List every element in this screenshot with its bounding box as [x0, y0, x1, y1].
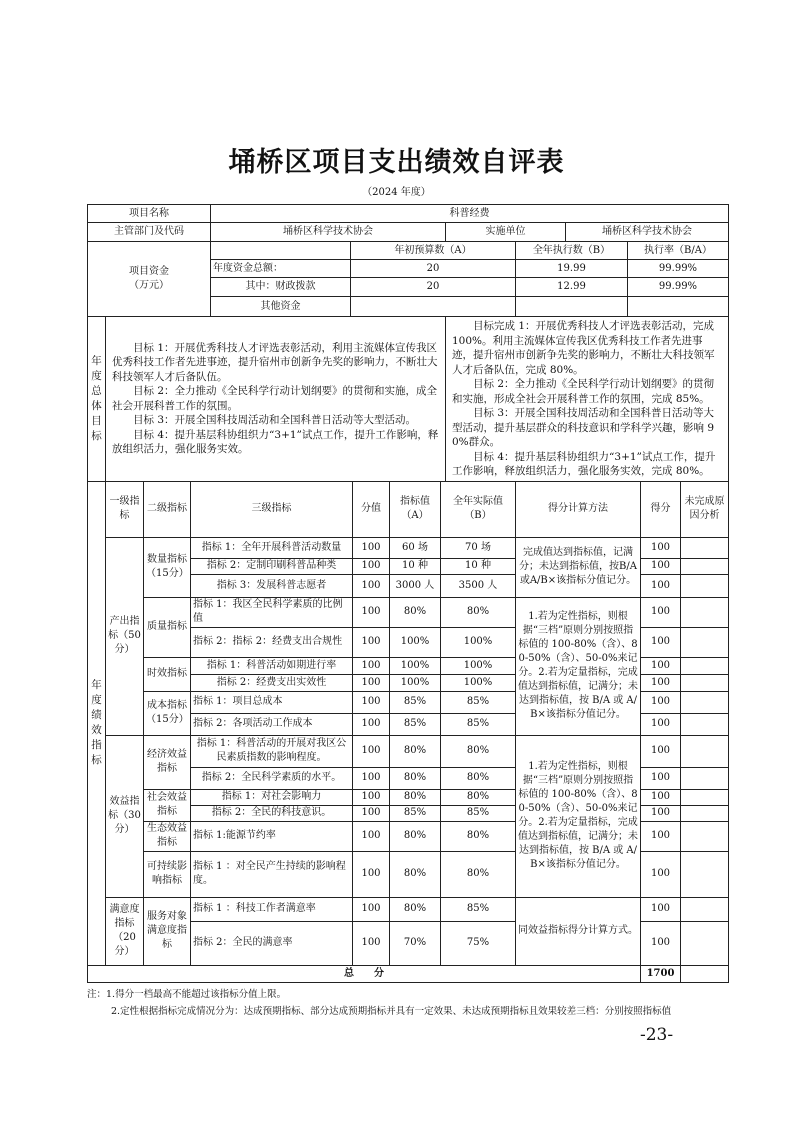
level2-cell: 社会效益指标 — [144, 789, 191, 821]
total-row — [88, 965, 729, 982]
goal-completion: 目标完成 1：开展优秀科技人才评选表彰活动，完成 100%。利用主流媒体宣传我区优秀科技工作者先进事迹，提升宿州市创新争先奖的影响力，不断壮大科技领军人才后备队伍，完成 80%。 — [452, 320, 715, 376]
level2-cell: 质量指标 — [144, 597, 191, 657]
goals-completions — [446, 317, 729, 482]
reason-cell — [681, 851, 729, 897]
col-b-header: 全年执行数（B） — [516, 242, 628, 260]
indicator-got: 100 — [641, 558, 681, 574]
reason-cell — [681, 691, 729, 713]
indicator-name: 指标 2：全民科学素质的水平。 — [191, 767, 353, 789]
impl-value: 埇桥区科学技术协会 — [566, 223, 729, 242]
level2-cell: 时效指标 — [144, 657, 191, 691]
project-name-label: 项目名称 — [88, 205, 211, 223]
indicator-a: 80% — [390, 851, 441, 897]
indicator-name: 指标 1：科普活动的开展对我区公民素质指数的影响程度。 — [191, 735, 353, 767]
indicator-got: 100 — [641, 537, 681, 558]
performance-table — [87, 481, 729, 983]
indicator-score: 100 — [353, 713, 390, 735]
level2-cell: 可持续影响指标 — [144, 851, 191, 897]
indicator-got: 100 — [641, 597, 681, 627]
indicator-got: 100 — [641, 713, 681, 735]
indicator-got: 100 — [641, 851, 681, 897]
header-cell: 得分计算方法 — [516, 481, 641, 537]
level2-cell: 成本指标（15分） — [144, 691, 191, 735]
indicator-b: 80% — [441, 789, 516, 805]
goal-target: 目标 3：开展全国科技周活动和全国科普日活动等大型活动。 — [133, 414, 417, 427]
reason-cell — [681, 897, 729, 921]
total-score: 1700 — [641, 965, 681, 982]
reason-cell — [681, 674, 729, 691]
header-cell: 一级指标 — [106, 481, 144, 537]
funds-row-label: 其他资金 — [211, 297, 351, 317]
indicator-got: 100 — [641, 735, 681, 767]
funds-row-a: 20 — [351, 260, 516, 278]
reason-cell — [681, 805, 729, 821]
total-label: 总 分 — [88, 965, 641, 982]
indicator-got: 100 — [641, 574, 681, 597]
indicator-b: 85% — [441, 713, 516, 735]
dept-label: 主管部门及代码 — [88, 223, 211, 242]
indicator-b: 100% — [441, 674, 516, 691]
reason-cell — [681, 735, 729, 767]
indicator-score: 100 — [353, 691, 390, 713]
indicator-b: 80% — [441, 767, 516, 789]
indicator-a: 70% — [390, 921, 441, 965]
indicator-score: 100 — [353, 821, 390, 851]
funds-row-a — [351, 297, 516, 317]
method-cell: 1.若为定性指标，则根据“三档”原则分别按照指标值的 100-80%（含）、80-50%（含）、50-0%来记分。2.若为定量指标，完成值达到指标值，记满分；未达到指标值，按 B/A 或 A/B×该指标分值记分。 — [516, 597, 641, 735]
indicator-score: 100 — [353, 558, 390, 574]
level2-cell: 生态效益指标 — [144, 821, 191, 851]
reason-cell — [681, 558, 729, 574]
funds-unit: （万元） — [129, 280, 169, 291]
funds-header-blank — [211, 242, 351, 260]
indicator-got: 100 — [641, 789, 681, 805]
funds-row-rate: 99.99% — [628, 260, 729, 278]
indicator-name: 指标 2：指标 2：经费支出合规性 — [191, 627, 353, 657]
goal-completion: 目标 4：提升基层科协组织力“3+1”试点工作，提升工作影响，释放组织活力，强化服务实效，完成 80%。 — [452, 450, 716, 477]
indicator-b: 85% — [441, 805, 516, 821]
indicator-b: 85% — [441, 691, 516, 713]
indicator-score: 100 — [353, 851, 390, 897]
indicator-name: 指标 1：项目总成本 — [191, 691, 353, 713]
indicator-score: 100 — [353, 597, 390, 627]
indicator-a: 85% — [390, 713, 441, 735]
indicator-got: 100 — [641, 921, 681, 965]
header-cell: 全年实际值（B） — [441, 481, 516, 537]
indicator-score: 100 — [353, 627, 390, 657]
goal-completion: 目标 3：开展全国科技周活动和全国科普日活动等大型活动，提升基层群众的科技意识和学科学兴趣，影响 90%群众。 — [452, 407, 715, 448]
indicator-score: 100 — [353, 921, 390, 965]
indicator-b: 85% — [441, 897, 516, 921]
indicator-b: 80% — [441, 851, 516, 897]
indicator-score: 100 — [353, 789, 390, 805]
page-subtitle: （2024 年度） — [362, 187, 431, 198]
header-cell: 指标值（A） — [390, 481, 441, 537]
indicator-name: 指标 2：定制印刷科普品种类 — [191, 558, 353, 574]
header-cell: 二级指标 — [144, 481, 191, 537]
indicator-got: 100 — [641, 821, 681, 851]
indicator-a: 10 种 — [390, 558, 441, 574]
indicator-a: 85% — [390, 805, 441, 821]
indicator-name: 指标 1：我区全民科学素质的比例值 — [191, 597, 353, 627]
indicator-name: 指标 1：全年开展科普活动数量 — [191, 537, 353, 558]
funds-row-a: 20 — [351, 278, 516, 297]
indicator-a: 3000 人 — [390, 574, 441, 597]
table-row — [88, 537, 729, 558]
page-title: 埇桥区项目支出绩效自评表 — [228, 147, 565, 178]
indicator-score: 100 — [353, 537, 390, 558]
indicator-b: 80% — [441, 735, 516, 767]
reason-cell — [681, 713, 729, 735]
reason-cell — [681, 789, 729, 805]
note-2: 2.定性根据指标完成情况分为：达成预期指标、部分达成预期指标并具有一定效果、未达成预期指标且效果较差三档：分别按照指标值 — [111, 1005, 672, 1017]
total-reason — [681, 965, 729, 982]
method-cell: 完成值达到指标值，记满分；未达到指标值，按B/A或A/B×该指标分值记分。 — [516, 537, 641, 597]
indicator-score: 100 — [353, 767, 390, 789]
indicator-a: 80% — [390, 735, 441, 767]
reason-cell — [681, 574, 729, 597]
indicator-got: 100 — [641, 767, 681, 789]
indicator-b: 100% — [441, 627, 516, 657]
level2-cell: 服务对象满意度指标 — [144, 897, 191, 965]
indicator-name: 指标 2：经费支出实效性 — [191, 674, 353, 691]
indicator-a: 80% — [390, 767, 441, 789]
funds-row-rate — [628, 297, 729, 317]
indicator-name: 指标 2：全民的科技意识。 — [191, 805, 353, 821]
header-cell: 未完成原因分析 — [681, 481, 729, 537]
dept-value: 埇桥区科学技术协会 — [211, 223, 446, 242]
indicator-name: 指标 1 ：对全民产生持续的影响程度。 — [191, 851, 353, 897]
goal-target: 目标 4：提升基层科协组织力“3+1”试点工作，提升工作影响，释放组织活力，强化服务实效。 — [112, 428, 439, 456]
indicator-got: 100 — [641, 691, 681, 713]
indicator-a: 80% — [390, 821, 441, 851]
funds-label — [88, 242, 211, 317]
document-body — [87, 204, 728, 1046]
reason-cell — [681, 627, 729, 657]
level1-cell: 满意度指标（20分） — [106, 897, 144, 965]
indicator-a: 100% — [390, 657, 441, 674]
col-a-header: 年初预算数（A） — [351, 242, 516, 260]
funds-row-rate: 99.99% — [628, 278, 729, 297]
indicator-b: 10 种 — [441, 558, 516, 574]
level2-cell: 经济效益指标 — [144, 735, 191, 789]
indicator-name: 指标 2：全民的满意率 — [191, 921, 353, 965]
indicator-score: 100 — [353, 897, 390, 921]
indicator-got: 100 — [641, 805, 681, 821]
page-number: -23- — [640, 1024, 674, 1045]
col-rate-header: 执行率（B/A） — [628, 242, 729, 260]
goal-target: 目标 2：全力推动《全民科学行动计划纲要》的贯彻和实施，成全社会开展科普工作的氛围。 — [112, 385, 438, 412]
indicator-a: 100% — [390, 674, 441, 691]
goal-target: 目标 1：开展优秀科技人才评选表彰活动，利用主流媒体宣传我区优秀科技工作者先进事迹，提升宿州市创新争先奖的影响力，不断壮大科技领军人才后备队伍。 — [112, 341, 438, 383]
indicator-name: 指标 1：科普活动如期进行率 — [191, 657, 353, 674]
indicator-got: 100 — [641, 657, 681, 674]
impl-label: 实施单位 — [446, 223, 566, 242]
indicator-a: 80% — [390, 597, 441, 627]
reason-cell — [681, 657, 729, 674]
indicator-name: 指标 2：各项活动工作成本 — [191, 713, 353, 735]
method-cell: 同效益指标得分计算方式。 — [516, 897, 641, 965]
reason-cell — [681, 921, 729, 965]
indicator-a: 60 场 — [390, 537, 441, 558]
indicator-score: 100 — [353, 657, 390, 674]
notes — [87, 986, 747, 1020]
indicator-got: 100 — [641, 674, 681, 691]
table-row — [88, 735, 729, 767]
level1-cell: 产出指标（50分） — [106, 537, 144, 735]
indicator-score: 100 — [353, 735, 390, 767]
indicator-score: 100 — [353, 574, 390, 597]
goal-completion: 目标 2：全力推动《全民科学行动计划纲要》的贯彻和实施，形成全社会开展科普工作的氛围，完成 85%。 — [452, 378, 715, 405]
indicator-name: 指标 1 ：科技工作者满意率 — [191, 897, 353, 921]
indicator-score: 100 — [353, 805, 390, 821]
indicator-score: 100 — [353, 674, 390, 691]
indicator-a: 100% — [390, 627, 441, 657]
table-row — [88, 597, 729, 627]
table-row — [88, 897, 729, 921]
indicator-b: 80% — [441, 597, 516, 627]
project-name-value: 科普经费 — [211, 205, 729, 223]
reason-cell — [681, 537, 729, 558]
indicator-a: 80% — [390, 897, 441, 921]
level2-cell: 数量指标（15分） — [144, 537, 191, 597]
reason-cell — [681, 597, 729, 627]
indicator-b: 80% — [441, 821, 516, 851]
header-cell: 三级指标 — [191, 481, 353, 537]
funds-row-b: 12.99 — [516, 278, 628, 297]
header-cell: 得分 — [641, 481, 681, 537]
reason-cell — [681, 767, 729, 789]
indicator-b: 3500 人 — [441, 574, 516, 597]
indicator-a: 80% — [390, 789, 441, 805]
header-cell: 分值 — [353, 481, 390, 537]
level1-cell: 效益指标（30分） — [106, 735, 144, 897]
indicator-b: 100% — [441, 657, 516, 674]
indicator-name: 指标 1:能源节约率 — [191, 821, 353, 851]
goals-label: 年度总体目标 — [88, 317, 106, 482]
note-1: 注：1.得分一档最高不能超过该指标分值上限。 — [87, 988, 287, 1000]
indicator-name: 指标 1：对社会影响力 — [191, 789, 353, 805]
method-cell: 1.若为定性指标，则根据“三档”原则分别按照指标值的 100-80%（含）、80-50%（含）、50-0%来记分。2.若为定量指标，完成值达到指标值，记满分；未达到指标值，按 B/A 或 A/B×该指标分值记分。 — [516, 735, 641, 897]
indicator-b: 75% — [441, 921, 516, 965]
perf-label: 年度绩效指标 — [88, 481, 106, 965]
indicator-got: 100 — [641, 627, 681, 657]
funds-row-label: 年度资金总额： — [211, 260, 351, 278]
project-info-table — [87, 204, 729, 482]
indicator-got: 100 — [641, 897, 681, 921]
funds-row-b — [516, 297, 628, 317]
funds-row-label: 其中：财政拨款 — [211, 278, 351, 297]
indicator-b: 70 场 — [441, 537, 516, 558]
funds-row-b: 19.99 — [516, 260, 628, 278]
funds-label-text: 项目资金 — [129, 266, 169, 277]
reason-cell — [681, 821, 729, 851]
indicator-name: 指标 3：发展科普志愿者 — [191, 574, 353, 597]
goals-targets — [106, 317, 446, 482]
indicator-a: 85% — [390, 691, 441, 713]
